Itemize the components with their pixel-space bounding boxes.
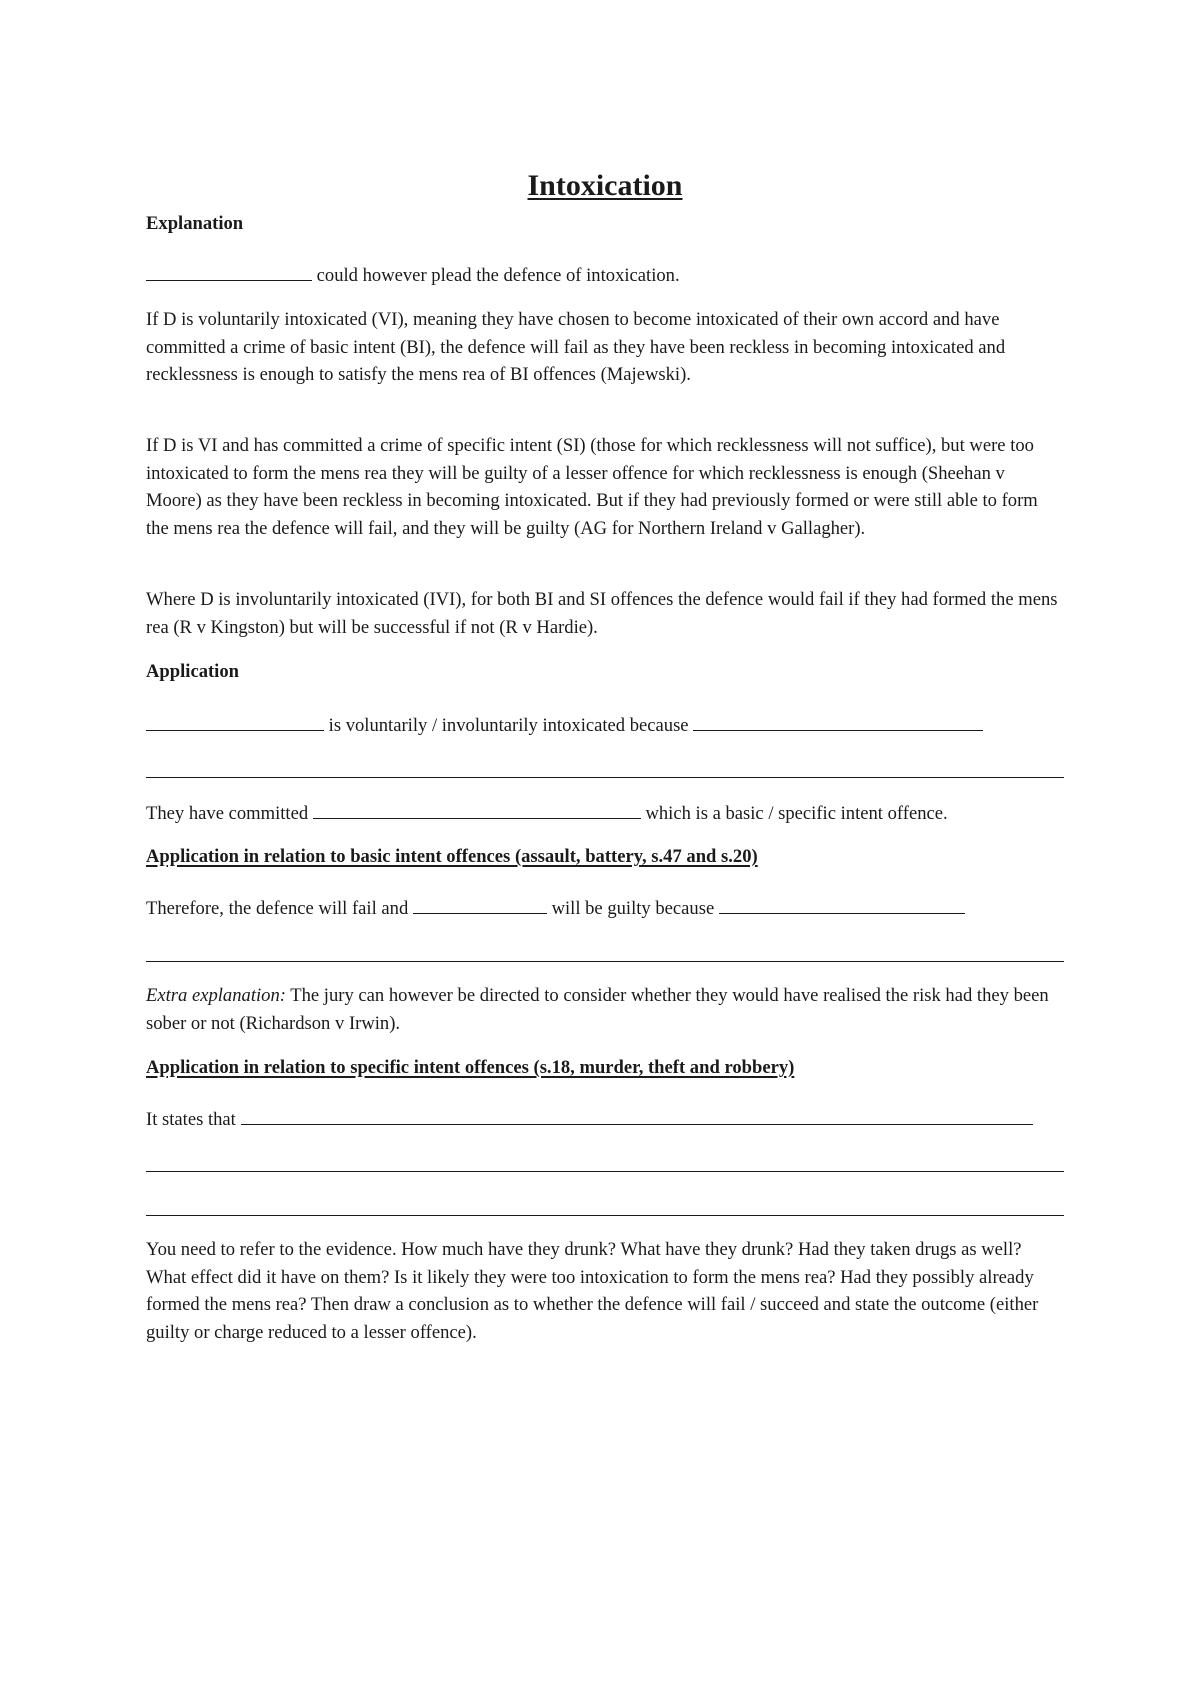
application-line-2 bbox=[146, 798, 1064, 828]
basic-intent-middle: will be guilty because bbox=[551, 898, 715, 919]
explanation-intro bbox=[146, 260, 1064, 290]
explanation-intro-text: could however plead the defence of intoxication. bbox=[316, 265, 680, 286]
page-title: Intoxication bbox=[527, 169, 683, 202]
application-heading: Application bbox=[146, 661, 239, 682]
explanation-paragraph-2: If D is VI and has committed a crime of specific intent (SI) (those for which recklessness will not suffice), but were too intoxicated to form the mens rea they will be guilty of a lesser offence for which recklessness is enough (Sheehan v Moore) as they have been reckless in becoming intoxicated. But if they had previously formed or were still able to form the mens rea the defence will fail, and they will be guilty (AG for Northern Ireland v Gallagher). bbox=[146, 435, 1038, 539]
blank-line[interactable] bbox=[146, 710, 324, 731]
explanation-heading: Explanation bbox=[146, 213, 244, 234]
blank-line[interactable] bbox=[146, 260, 312, 281]
application-line-1-text: is voluntarily / involuntarily intoxicated because bbox=[328, 715, 689, 736]
blank-full-line[interactable] bbox=[146, 1215, 1064, 1216]
blank-full-line[interactable] bbox=[146, 777, 1064, 778]
explanation-paragraph-3: Where D is involuntarily intoxicated (IVI), for both BI and SI offences the defence would fail if they had formed the mens rea (R v Kingston) but will be successful if not (R v Hardie). bbox=[146, 589, 1058, 638]
extra-explanation-label: Extra explanation: bbox=[146, 985, 286, 1006]
specific-intent-prefix: It states that bbox=[146, 1109, 236, 1130]
blank-full-line[interactable] bbox=[146, 961, 1064, 962]
blank-line[interactable] bbox=[719, 893, 965, 914]
blank-line[interactable] bbox=[413, 893, 547, 914]
blank-line[interactable] bbox=[241, 1104, 1033, 1125]
blank-line[interactable] bbox=[313, 798, 641, 819]
extra-explanation bbox=[146, 982, 1064, 1037]
explanation-paragraph-1: If D is voluntarily intoxicated (VI), meaning they have chosen to become intoxicated of their own accord and have committed a crime of basic intent (BI), the defence will fail as they have been reckless in becoming intoxicated and recklessness is enough to satisfy the mens rea of BI offences (Majewski). bbox=[146, 309, 1006, 385]
specific-intent-line bbox=[146, 1104, 1064, 1134]
evidence-guidance: You need to refer to the evidence. How much have they drunk? What have they drunk? Had they taken drugs as well? What effect did it have on them? Is it likely they were too intoxication to form the mens rea? Had they possibly already formed the mens rea? Then draw a conclusion as to whether the defence will fail / succeed and state the outcome (either guilty or charge reduced to a lesser offence). bbox=[146, 1239, 1039, 1343]
application-line-2-suffix: which is a basic / specific intent offence. bbox=[645, 803, 948, 824]
application-line-2-prefix: They have committed bbox=[146, 803, 309, 824]
basic-intent-prefix: Therefore, the defence will fail and bbox=[146, 898, 409, 919]
extra-explanation-text: The jury can however be directed to consider whether they would have realised the risk had they been sober or not (Richardson v Irwin). bbox=[146, 985, 1049, 1034]
specific-intent-heading: Application in relation to specific intent offences (s.18, murder, theft and robbery) bbox=[146, 1057, 795, 1078]
application-line-1 bbox=[146, 710, 1064, 740]
basic-intent-heading: Application in relation to basic intent offences (assault, battery, s.47 and s.20) bbox=[146, 846, 758, 867]
basic-intent-line bbox=[146, 893, 1064, 923]
blank-full-line[interactable] bbox=[146, 1171, 1064, 1172]
blank-line[interactable] bbox=[693, 710, 983, 731]
